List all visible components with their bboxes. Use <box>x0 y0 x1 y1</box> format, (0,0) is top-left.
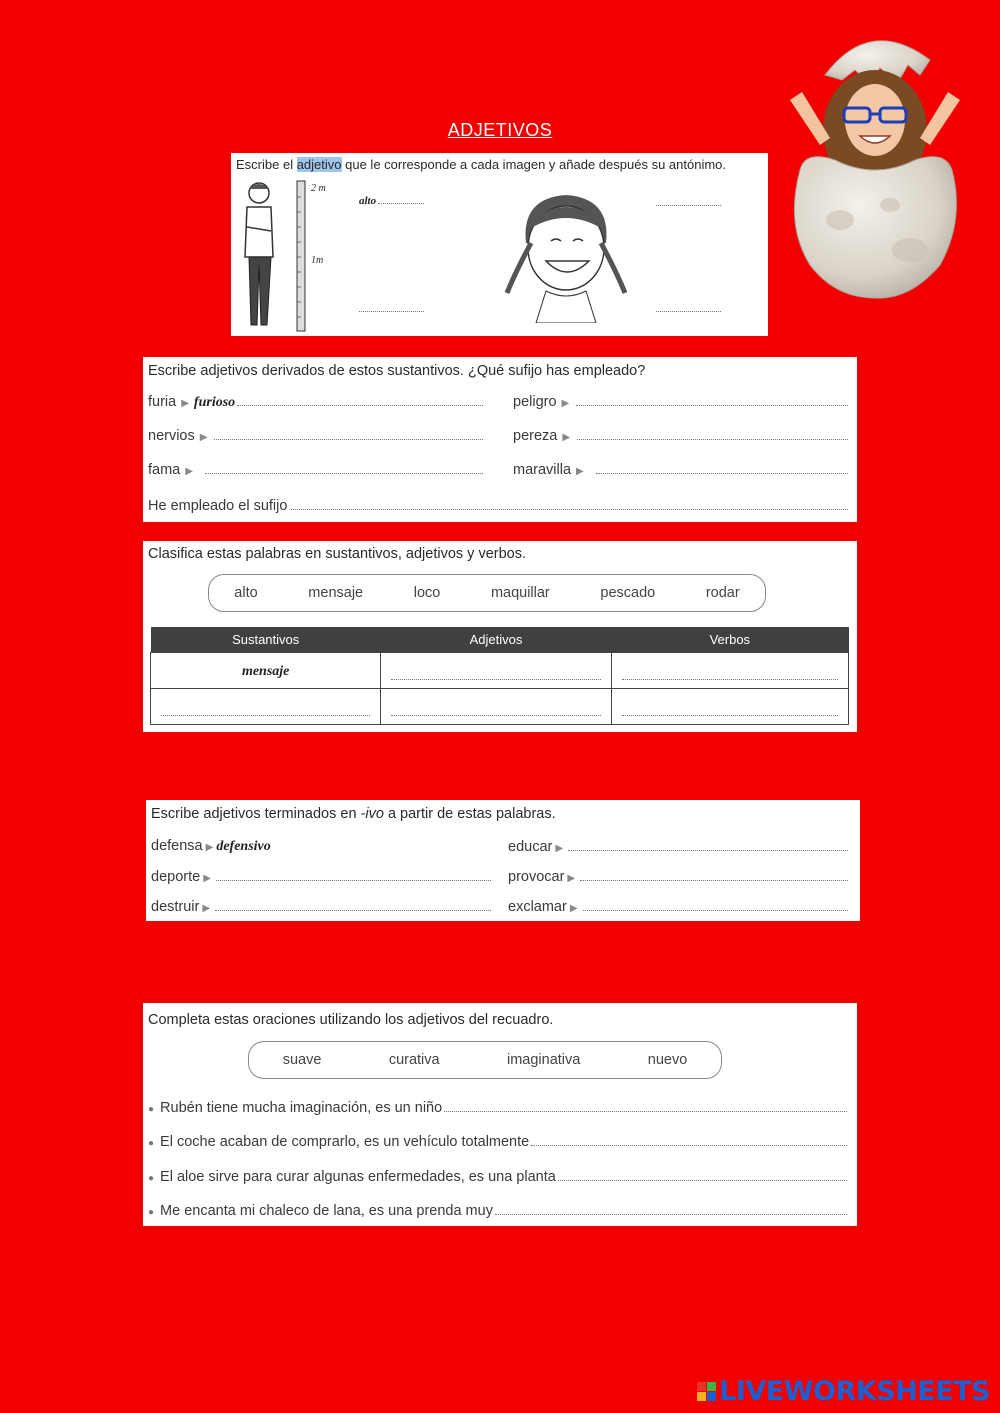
highlighted-word: adjetivo <box>296 157 342 172</box>
ivo-item-educar[interactable]: educar ▶ <box>508 838 848 855</box>
answer-line-antonym-2[interactable] <box>656 311 721 312</box>
ivo-item-defensa[interactable]: defensa ▶ defensivo <box>151 838 271 854</box>
word-chip: alto <box>234 585 258 601</box>
derive-item-nervios[interactable]: nervios ▶ <box>148 427 483 444</box>
table-cell[interactable] <box>151 689 381 725</box>
answer-line-tall[interactable] <box>359 195 424 207</box>
word-chip: maquillar <box>490 585 550 601</box>
header-verbos: Verbos <box>611 627 848 653</box>
header-adjetivos: Adjetivos <box>381 627 611 653</box>
ivo-item-exclamar[interactable]: exclamar ▶ <box>508 898 848 915</box>
happy-girl-illustration <box>501 183 631 323</box>
table-cell[interactable] <box>151 653 381 689</box>
bitmoji-egg-image <box>780 20 970 300</box>
word-chip: mensaje <box>308 585 364 601</box>
derive-item-furia[interactable]: furia ▶ furioso <box>148 393 483 411</box>
exercise-1-instruction: Escribe el adjetivo que le corresponde a cada imagen y añade después su antónimo. <box>236 157 726 172</box>
table-cell[interactable] <box>611 653 848 689</box>
ruler-label-mid: 1m <box>311 255 324 266</box>
answer-tall: alto <box>359 195 377 207</box>
sentence-4[interactable]: ● Me encanta mi chaleco de lana, es una prenda muy <box>148 1202 847 1219</box>
exercise-5-panel <box>143 1003 857 1226</box>
exercise-2-panel <box>143 357 857 522</box>
tall-boy-illustration <box>237 177 347 333</box>
exercise-3-panel <box>143 541 857 732</box>
word-box-classify <box>208 574 766 612</box>
liveworksheets-logo <box>697 1376 990 1407</box>
answer-line-happy[interactable] <box>656 205 721 206</box>
table-cell[interactable] <box>381 653 611 689</box>
sentence-1[interactable]: ● Rubén tiene mucha imaginación, es un niño <box>148 1099 847 1116</box>
logo-icon <box>697 1382 716 1401</box>
ruler-label-top: 2 m <box>311 183 326 194</box>
ivo-item-provocar[interactable]: provocar ▶ <box>508 868 848 885</box>
table-cell[interactable] <box>611 689 848 725</box>
answer-defensivo: defensivo <box>216 839 271 854</box>
word-chip: loco <box>413 585 441 601</box>
exercise-2-instruction: Escribe adjetivos derivados de estos sustantivos. ¿Qué sufijo has empleado? <box>148 363 646 379</box>
suffix-line[interactable]: He empleado el sufijo <box>148 497 848 514</box>
word-chip: pescado <box>600 585 656 601</box>
ivo-item-destruir[interactable]: destruir ▶ <box>151 898 491 915</box>
word-chip: rodar <box>705 585 740 601</box>
answer-line-antonym-1[interactable] <box>359 311 424 312</box>
derive-item-peligro[interactable]: peligro ▶ <box>513 393 848 410</box>
word-chip: imaginativa <box>507 1052 581 1068</box>
logo-text: LIVEWORKSHEETS <box>719 1376 990 1407</box>
ivo-item-deporte[interactable]: deporte ▶ <box>151 868 491 885</box>
word-box-adjectives <box>248 1041 722 1079</box>
derive-item-fama[interactable]: fama ▶ <box>148 461 483 478</box>
word-chip: nuevo <box>647 1052 688 1068</box>
answer-furioso: furioso <box>193 395 236 410</box>
exercise-4-instruction: Escribe adjetivos terminados en -ivo a partir de estas palabras. <box>151 806 556 822</box>
exercise-3-instruction: Clasifica estas palabras en sustantivos, adjetivos y verbos. <box>148 546 526 562</box>
header-sustantivos: Sustantivos <box>151 627 381 653</box>
example-answer: mensaje <box>241 663 290 679</box>
word-chip: suave <box>282 1052 322 1068</box>
exercise-1-panel <box>231 153 768 336</box>
sentence-3[interactable]: ● El aloe sirve para curar algunas enfermedades, es una planta <box>148 1168 847 1185</box>
table-cell[interactable] <box>381 689 611 725</box>
exercise-5-instruction: Completa estas oraciones utilizando los adjetivos del recuadro. <box>148 1012 554 1028</box>
word-chip: curativa <box>388 1052 440 1068</box>
page-title: ADJETIVOS <box>447 120 553 140</box>
sentence-2[interactable]: ● El coche acaban de comprarlo, es un vehículo totalmente <box>148 1133 847 1150</box>
derive-item-pereza[interactable]: pereza ▶ <box>513 427 848 444</box>
derive-item-maravilla[interactable]: maravilla ▶ <box>513 461 848 478</box>
classification-table <box>150 627 849 725</box>
exercise-4-panel <box>146 800 860 921</box>
